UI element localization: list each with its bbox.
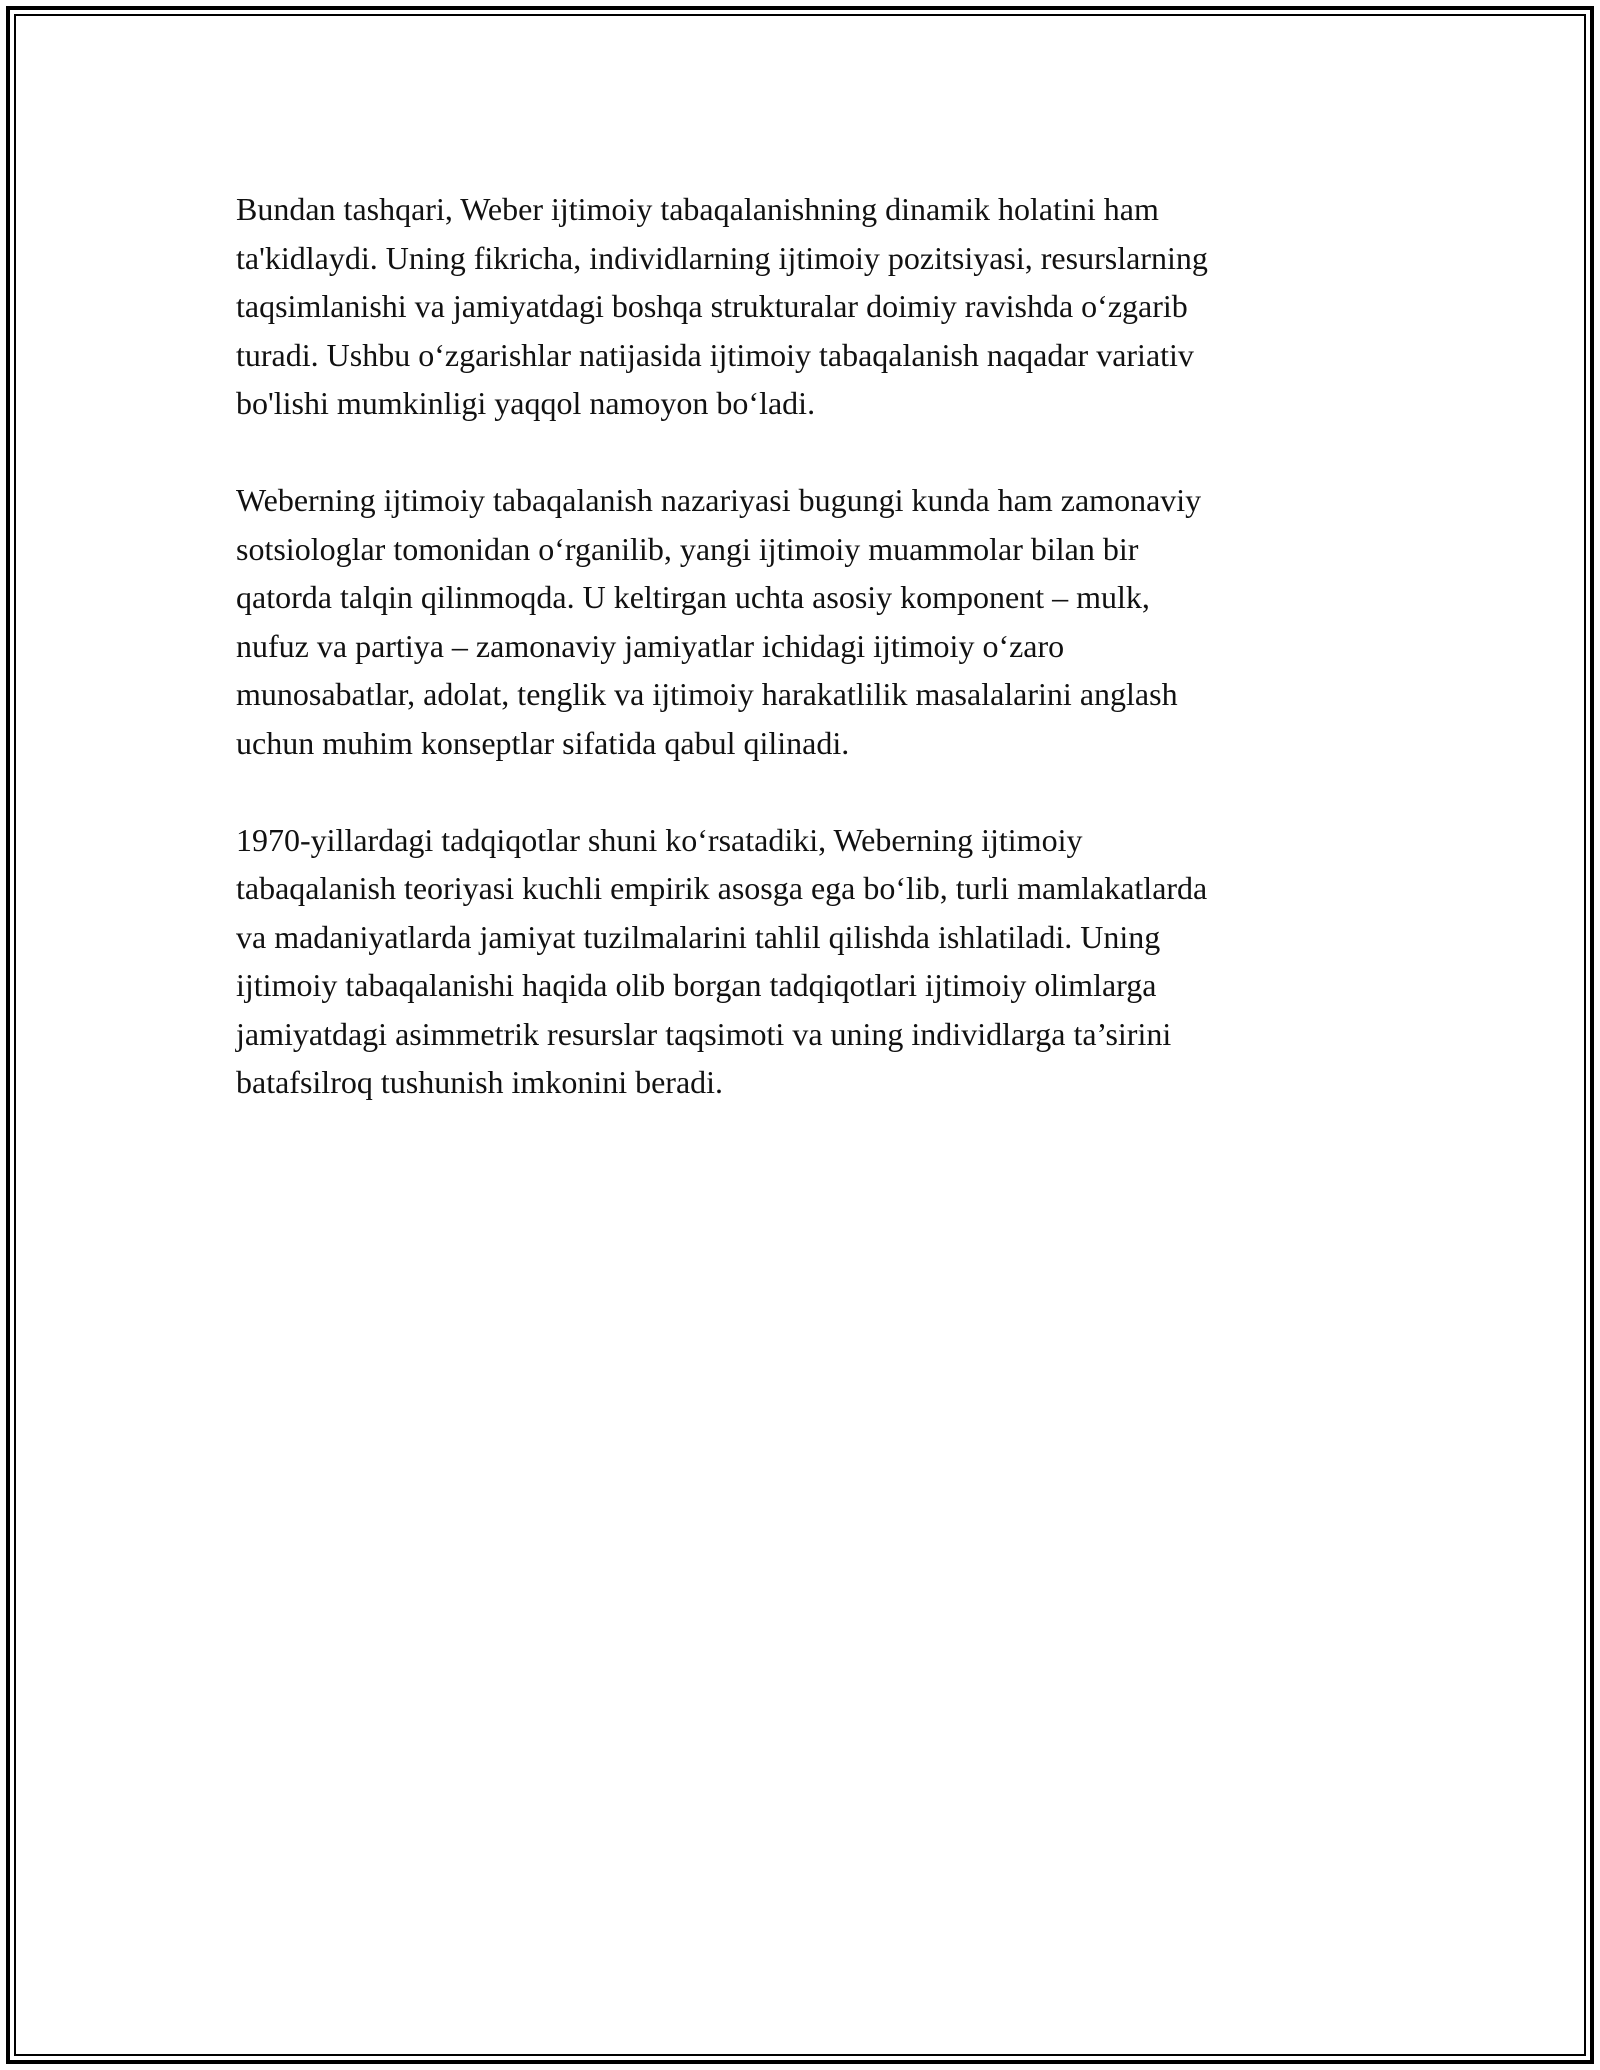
paragraph-line: tabaqalanish teoriyasi kuchli empirik asosga ega bo‘lib, turli mamlakatlarda [236,870,1208,906]
paragraph-line: jamiyatdagi asimmetrik resurslar taqsimoti va uning individlarga ta’sirini [236,1015,1172,1052]
paragraph-line: Weberning ijtimoiy tabaqalanish nazariyasi bugungi kunda ham zamonaviy [236,482,1202,518]
paragraph-line: 1970-yillardagi tadqiqotlar shuni ko‘rsatadiki, Weberning ijtimoiy [236,821,1083,858]
paragraph-2 [236,476,1366,767]
paragraph-line: bo'lishi mumkinligi yaqqol namoyon bo‘ladi. [236,385,816,421]
paragraph-line: taqsimlanishi va jamiyatdagi boshqa strukturalar doimiy ravishda o‘zgarib [236,288,1188,324]
paragraph-line: qatorda talqin qilinmoqda. U keltirgan uchta asosiy komponent – mulk, [236,579,1150,615]
page-content [236,185,1366,1155]
paragraph-1 [236,185,1366,428]
paragraph-line: Bundan tashqari, Weber ijtimoiy tabaqalanishning dinamik holatini ham [236,191,1159,227]
paragraph-line: turadi. Ushbu o‘zgarishlar natijasida ijtimoiy tabaqalanish naqadar variativ [236,336,1194,373]
paragraph-line: sotsiologlar tomonidan o‘rganilib, yangi ijtimoiy muammolar bilan bir [236,530,1139,567]
paragraph-line: nufuz va partiya – zamonaviy jamiyatlar ichidagi ijtimoiy o‘zaro [236,627,1065,664]
paragraph-line: munosabatlar, adolat, tenglik va ijtimoiy harakatlilik masalalarini anglash [236,676,1178,712]
paragraph-line: ta'kidlaydi. Uning fikricha, individlarning ijtimoiy pozitsiyasi, resurslarning [236,239,1208,276]
paragraph-3 [236,816,1366,1107]
paragraph-line: uchun muhim konseptlar sifatida qabul qilinadi. [236,724,850,761]
paragraph-line: ijtimoiy tabaqalanishi haqida olib borgan tadqiqotlari ijtimoiy olimlarga [236,967,1157,1003]
paragraph-line: batafsilroq tushunish imkonini beradi. [236,1064,724,1100]
paragraph-line: va madaniyatlarda jamiyat tuzilmalarini tahlil qilishda ishlatiladi. Uning [236,918,1161,955]
